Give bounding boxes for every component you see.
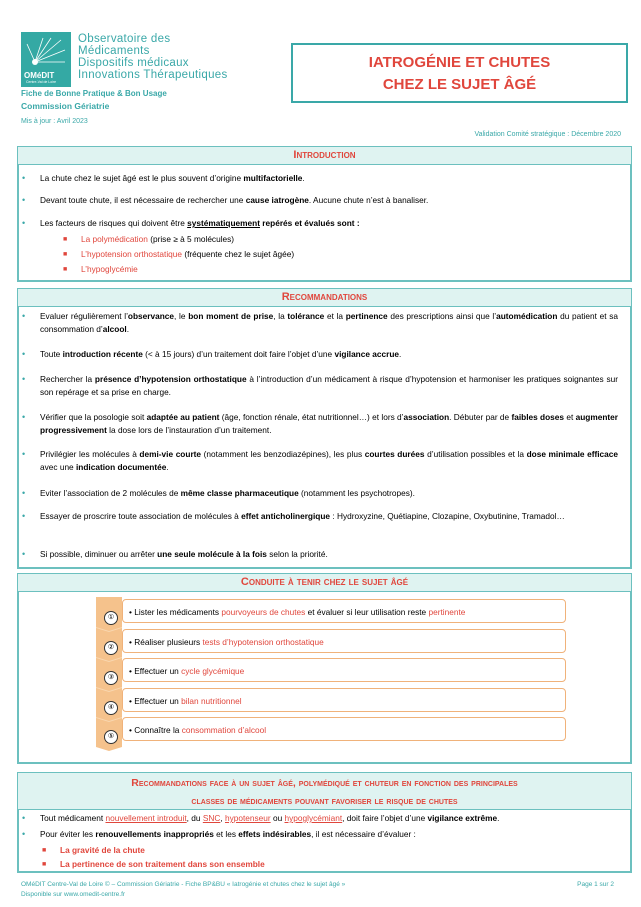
introduction-heading: Introduction <box>17 146 632 165</box>
square-bullet-icon: ■ <box>63 251 68 258</box>
evaluation-item: ■ La pertinence de son traitement dans son ensemble <box>42 859 265 869</box>
bullet-icon: • <box>22 511 26 521</box>
bullet-icon: • <box>22 349 26 359</box>
bullet-icon: • <box>22 195 26 205</box>
classes-section: • Tout médicament nouvellement introduit, du SNC, hypotenseur ou hypoglycémiant, doit faire l’objet d’une vigilance extrême. • Pour éviter les renouvellements inappropriés et les effets indésirables, il est nécessaire d’évaluer : ■ La gravité de la chute ■ La pertinence de son traitement dans son ensemble <box>17 810 632 873</box>
bullet-icon: • <box>22 488 26 498</box>
risk-factor-item: ■ La polymédication (prise ≥ à 5 molécules) <box>63 234 235 244</box>
square-bullet-icon: ■ <box>63 236 68 243</box>
footer-website: Disponible sur www.omedit-centre.fr <box>21 891 126 898</box>
square-bullet-icon: ■ <box>42 861 47 868</box>
introduction-section: • La chute chez le sujet âgé est le plus souvent d’origine multifactorielle. • Devant toute chute, il est nécessaire de rechercher une cause iatrogène. Aucune chute n’est à banaliser. • Les facteurs de risques qui doivent être systématiquement repérés et évalués sont : ■ La polymédication (prise ≥ à 5 molécules) ■ L’hypotension orthostatique (fréquente chez le sujet âgée) ■ L’hypoglycémie <box>17 165 632 282</box>
step-box: • Connaître la consommation d’alcool <box>122 717 566 741</box>
bullet-icon: • <box>22 412 26 422</box>
step-number: ⑤ <box>104 730 118 744</box>
update-date: Mis à jour : Avril 2023 <box>21 118 88 125</box>
bullet-icon: • <box>22 813 26 823</box>
classes-heading <box>17 772 632 810</box>
step-box: • Effectuer un cycle glycémique <box>122 658 566 682</box>
title-line-1: IATROGÉNIE ET CHUTES <box>368 54 551 71</box>
step-number: ① <box>104 611 118 625</box>
step-number: ③ <box>104 671 118 685</box>
organisation-name <box>78 33 228 81</box>
org-line: Innovations Thérapeutiques <box>78 69 228 81</box>
classes-heading-line-1: Recommandations face à un sujet âgé, polymédiqué et chuteur en fonction des principales <box>131 777 518 789</box>
recommandations-section: • Evaluer régulièrement l’observance, le bon moment de prise, la tolérance et la pertinence des prescriptions ainsi que l’automédication du patient et sa consommation d’alcool. • Toute introduction récente (< à 15 jours) d’un traitement doit faire l’objet d’une vigilance accrue. • Rechercher la présence d’hypotension orthostatique à l’introduction d’un médicament à risque d’hypotension et harmoniser les pratiques soignantes sur son repérage et sa prise en charge. • Vérifier que la posologie soit adaptée au patient (âge, fonction rénale, état nutritionnel…) et lors d’association. Débuter par de faibles doses et augmenter progressivement la dose lors de l’instauration d’un traitement. • Privilégier les molécules à demi-vie courte (notamment les benzodiazépines), les plus courtes durées d’utilisation possibles et la dose minimale efficace avec une indication documentée. • Eviter l’association de 2 molécules de même classe pharmaceutique (notamment les psychotropes). • Essayer de proscrire toute association de molécules à effet anticholinergique : Hydroxyzine, Quétiapine, Clozapine, Oxybutinine, Tramadol… • Si possible, diminuer ou arrêter une seule molécule à la fois selon la priorité. <box>17 307 632 569</box>
fiche-label: Fiche de Bonne Pratique & Bon Usage <box>21 89 167 98</box>
classes-heading-line-2: classes de médicaments pouvant favoriser le risque de chutes <box>191 795 458 807</box>
bullet-icon: • <box>22 311 26 321</box>
step-box: • Effectuer un bilan nutritionnel <box>122 688 566 712</box>
footer-citation: OMéDIT Centre-Val de Loire © – Commission Gériatrie - Fiche BP&BU « Iatrogénie et chutes chez le sujet âgé » <box>21 881 346 888</box>
logo-subtext: Centre-Val de Loire <box>26 80 57 84</box>
title-line-2: CHEZ LE SUJET ÂGÉ <box>382 76 537 93</box>
recommandations-heading: Recommandations <box>17 288 632 307</box>
risk-factor-item: ■ L’hypotension orthostatique (fréquente chez le sujet âgée) <box>63 249 295 259</box>
step-number: ② <box>104 641 118 655</box>
square-bullet-icon: ■ <box>42 847 47 854</box>
bullet-icon: • <box>22 829 26 839</box>
square-bullet-icon: ■ <box>63 266 68 273</box>
logo-text: OMéDIT <box>24 71 55 80</box>
bullet-icon: • <box>22 173 26 183</box>
step-box: • Lister les médicaments pourvoyeurs de chutes et évaluer si leur utilisation reste pertinente <box>122 599 566 623</box>
evaluation-item: ■ La gravité de la chute <box>42 845 145 855</box>
validation-date: Validation Comité stratégique : Décembre 2020 <box>474 131 621 138</box>
omedit-logo <box>21 32 71 87</box>
risk-factor-item: ■ L’hypoglycémie <box>63 264 138 274</box>
bullet-icon: • <box>22 449 26 459</box>
commission-label: Commission Gériatrie <box>21 101 110 111</box>
step-box: • Réaliser plusieurs tests d’hypotension orthostatique <box>122 629 566 653</box>
page-title <box>291 43 628 103</box>
bullet-icon: • <box>22 374 26 384</box>
bullet-icon: • <box>22 218 26 228</box>
org-line: Observatoire des <box>78 33 171 45</box>
bullet-icon: • <box>22 549 26 559</box>
step-number: ④ <box>104 701 118 715</box>
page-number: Page 1 sur 2 <box>577 881 614 888</box>
org-line: Médicaments <box>78 45 150 57</box>
conduite-heading: Conduite à tenir chez le sujet âgé <box>17 573 632 592</box>
org-line: Dispositifs médicaux <box>78 57 189 69</box>
